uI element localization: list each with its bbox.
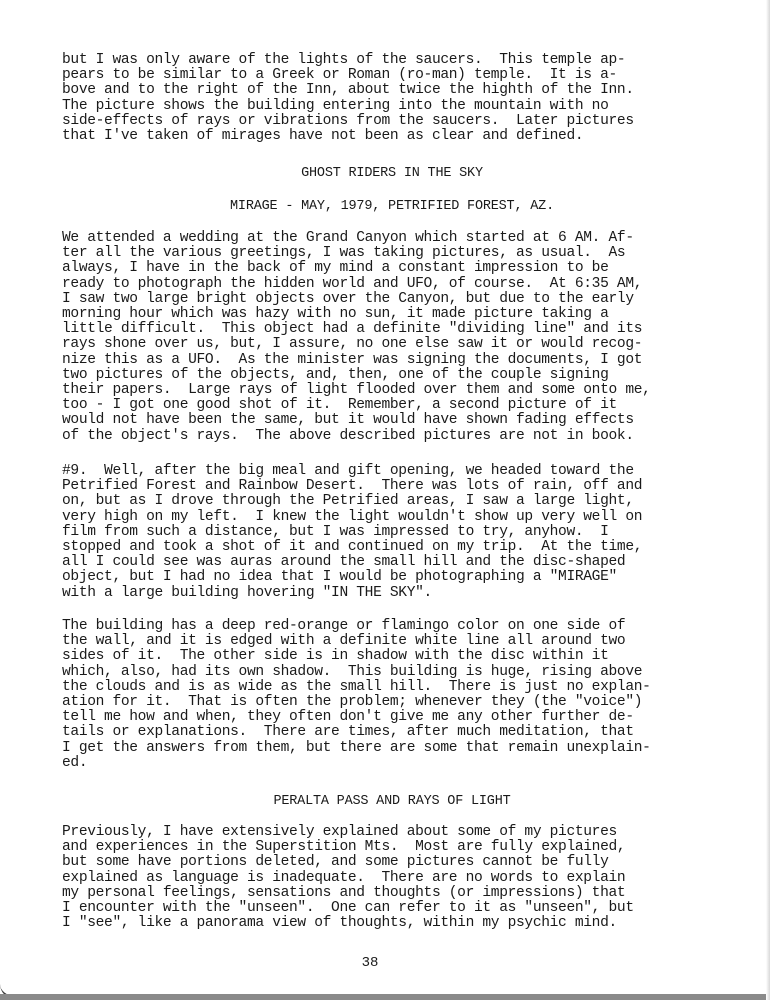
text-line: Previously, I have extensively explained about some of my pictures bbox=[62, 824, 617, 840]
text-line: of the object's rays. The above described pictures are not in book. bbox=[62, 427, 634, 444]
scan-bottom-edge bbox=[0, 994, 770, 1000]
text-line: #9. Well, after the big meal and gift opening, we headed toward the bbox=[62, 463, 634, 479]
text-line: nize this as a UFO. As the minister was signing the documents, I got bbox=[62, 351, 643, 368]
text-line: which, also, had its own shadow. This building is huge, rising above bbox=[62, 663, 643, 680]
text-line: morning hour which was hazy with no sun, it made picture taking a bbox=[62, 306, 609, 323]
paragraph-temple-mirage bbox=[62, 53, 722, 144]
text-line: ready to photograph the hidden world and UFO, of course. At 6:35 AM, bbox=[62, 275, 643, 292]
text-line: tell me how and when, they often don't give me any other further de- bbox=[62, 709, 634, 726]
text-line: on, but as I drove through the Petrified areas, I saw a large light, bbox=[62, 493, 634, 510]
text-line: that I've taken of mirages have not been as clear and defined. bbox=[62, 128, 584, 145]
paragraph-grand-canyon-wedding bbox=[62, 231, 722, 444]
text-line: ed. bbox=[62, 754, 88, 771]
text-line: pears to be similar to a Greek or Roman (ro-man) temple. It is a- bbox=[62, 67, 617, 84]
text-line: object, but I had no idea that I would be photographing a "MIRAGE" bbox=[62, 569, 617, 586]
text-line: the wall, and it is edged with a definite white line all around two bbox=[62, 633, 626, 650]
text-line: I encounter with the "unseen". One can refer to it as "unseen", but bbox=[62, 900, 634, 917]
text-line: film from such a distance, but I was impressed to try, anyhow. I bbox=[62, 523, 609, 540]
page-number: 38 bbox=[361, 955, 379, 971]
text-line: The picture shows the building entering into the mountain with no bbox=[62, 97, 609, 114]
text-line: but some have portions deleted, and some pictures cannot be fully bbox=[62, 854, 609, 871]
text-line: but I was only aware of the lights of the saucers. This temple ap- bbox=[62, 52, 626, 68]
text-line: We attended a wedding at the Grand Canyon which started at 6 AM. Af- bbox=[62, 230, 634, 246]
scan-right-edge bbox=[766, 0, 770, 1000]
text-line: very high on my left. I knew the light wouldn't show up very well on bbox=[62, 508, 643, 525]
text-line: The building has a deep red-orange or flamingo color on one side of bbox=[62, 618, 626, 634]
text-line: would not have been the same, but it would have shown fading effects bbox=[62, 412, 634, 429]
text-line: ter all the various greetings, I was taking pictures, as usual. As bbox=[62, 245, 626, 262]
text-line: side-effects of rays or vibrations from the saucers. Later pictures bbox=[62, 112, 634, 129]
text-line: too - I got one good shot of it. Remember, a second picture of it bbox=[62, 397, 617, 414]
section-heading-peralta-pass: PERALTA PASS AND RAYS OF LIGHT bbox=[273, 794, 511, 809]
text-line: all I could see was auras around the small hill and the disc-shaped bbox=[62, 554, 626, 571]
text-line: my personal feelings, sensations and thoughts (or impressions) that bbox=[62, 884, 626, 901]
text-line: explained as language is inadequate. There are no words to explain bbox=[62, 869, 626, 886]
text-line: I "see", like a panorama view of thoughts, within my psychic mind. bbox=[62, 915, 617, 932]
text-line: with a large building hovering "IN THE SKY". bbox=[62, 584, 432, 601]
paragraph-superstition-mts bbox=[62, 825, 722, 931]
text-line: and experiences in the Superstition Mts. Most are fully explained, bbox=[62, 839, 626, 856]
text-line: sides of it. The other side is in shadow with the disc within it bbox=[62, 648, 609, 665]
text-line: rays shone over us, but, I assure, no one else saw it or would recog- bbox=[62, 336, 643, 353]
section-heading-ghost-riders: GHOST RIDERS IN THE SKY bbox=[301, 166, 483, 181]
text-line: two pictures of the objects, and, then, one of the couple signing bbox=[62, 366, 609, 383]
paragraph-building-description bbox=[62, 619, 722, 771]
text-line: tails or explanations. There are times, after much meditation, that bbox=[62, 724, 634, 741]
text-line: little difficult. This object had a definite "dividing line" and its bbox=[62, 321, 643, 338]
text-line: Petrified Forest and Rainbow Desert. There was lots of rain, off and bbox=[62, 478, 643, 495]
text-line: the clouds and is as wide as the small hill. There is just no explan- bbox=[62, 678, 651, 695]
text-line: ation for it. That is often the problem; whenever they (the "voice") bbox=[62, 694, 643, 711]
paragraph-petrified-forest bbox=[62, 464, 722, 601]
text-line: I saw two large bright objects over the Canyon, but due to the early bbox=[62, 290, 634, 307]
section-subheading-mirage: MIRAGE - MAY, 1979, PETRIFIED FOREST, AZ. bbox=[230, 199, 554, 214]
text-line: I get the answers from them, but there are some that remain unexplain- bbox=[62, 739, 651, 756]
text-line: stopped and took a shot of it and continued on my trip. At the time, bbox=[62, 539, 643, 556]
text-line: their papers. Large rays of light flooded over them and some onto me, bbox=[62, 382, 651, 399]
text-line: bove and to the right of the Inn, about twice the highth of the Inn. bbox=[62, 82, 634, 99]
text-line: always, I have in the back of my mind a constant impression to be bbox=[62, 260, 609, 277]
